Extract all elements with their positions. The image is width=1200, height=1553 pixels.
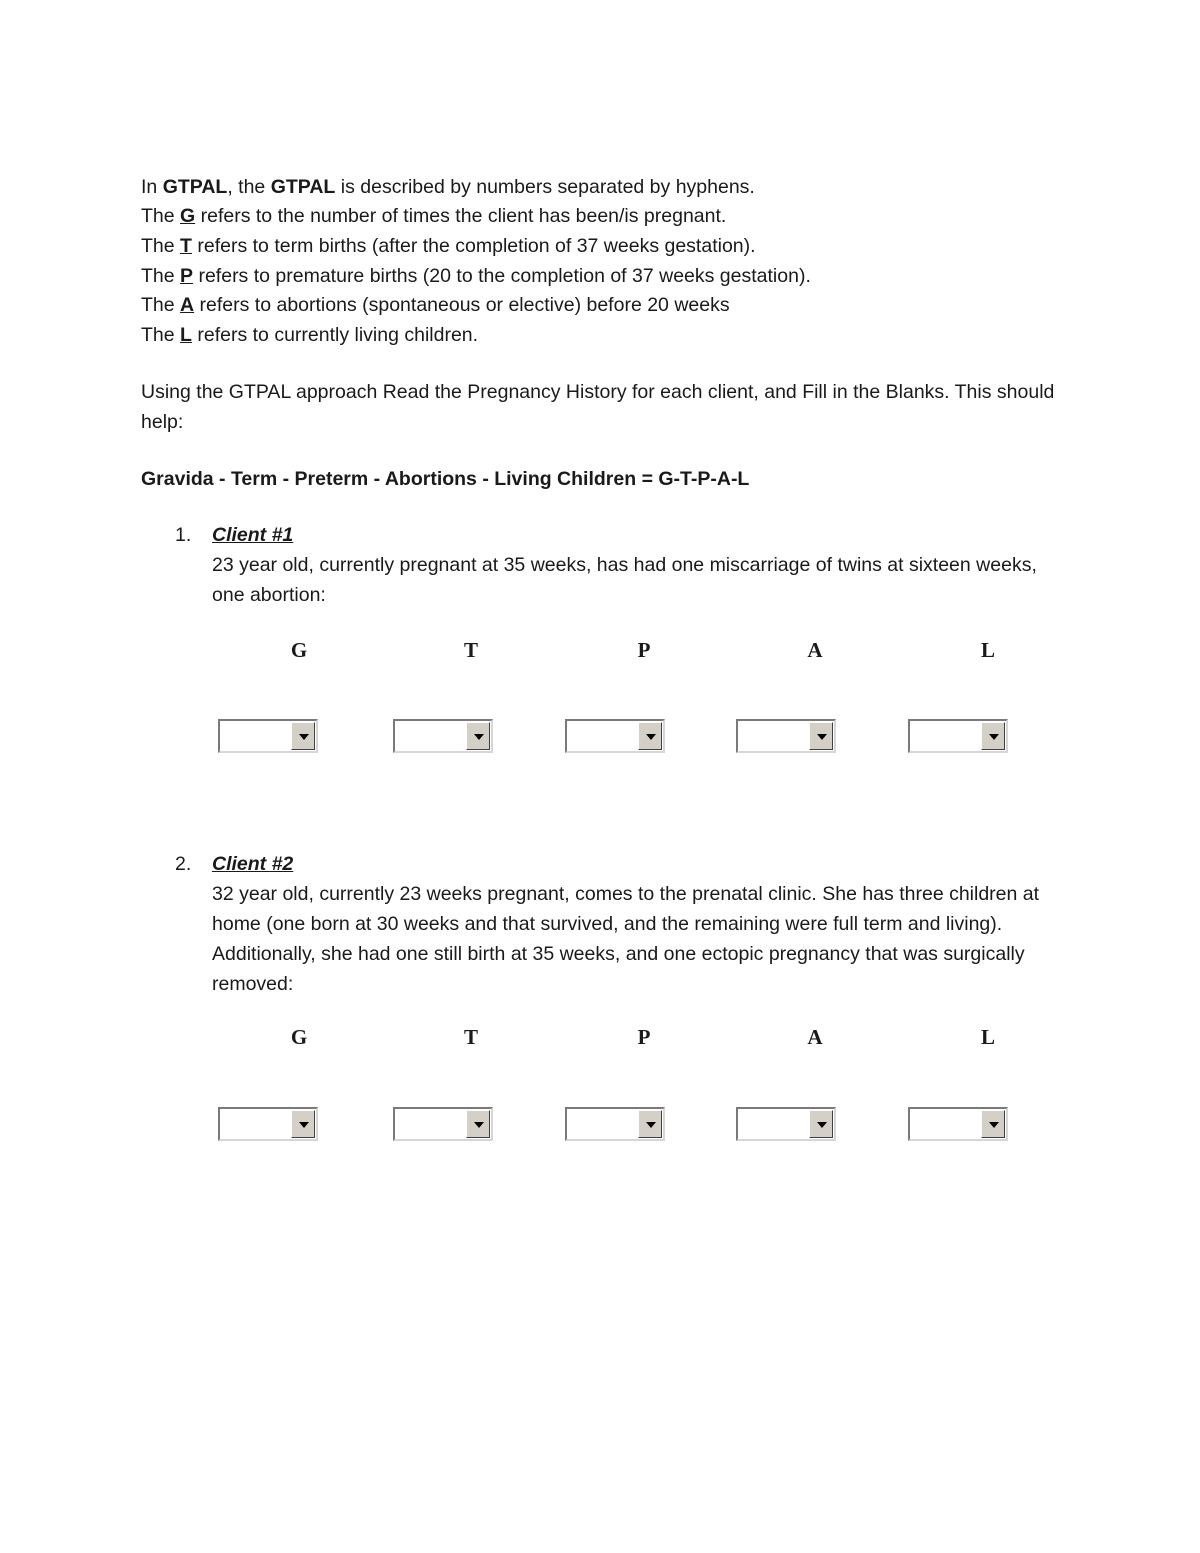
client-body [212, 849, 1052, 999]
intro-text: The [141, 205, 181, 227]
chevron-down-icon[interactable] [638, 722, 662, 750]
intro-line-5 [141, 293, 730, 317]
client-body [212, 520, 1052, 610]
gtpal-formula: Gravida - Term - Preterm - Abortions - Living Children = G-T-P-A-L [141, 468, 750, 490]
intro-text: refers to currently living children. [191, 324, 479, 346]
letter-l: L [180, 324, 192, 346]
letter-p-label: P [637, 1025, 651, 1049]
list-number: 1. [175, 524, 192, 546]
client-2-a-dropdown[interactable] [736, 1107, 836, 1141]
chevron-down-icon[interactable] [291, 1110, 315, 1138]
client-1-g-dropdown[interactable] [218, 719, 318, 753]
chevron-down-icon[interactable] [809, 722, 833, 750]
letter-t-label: T [463, 638, 478, 662]
letter-a-label: A [807, 1025, 823, 1049]
intro-text: refers to term births (after the completion of 37 weeks gestation). [191, 235, 756, 257]
client-2-p-dropdown[interactable] [565, 1107, 665, 1141]
intro-line-3 [141, 234, 756, 258]
letter-g-label: G [290, 1025, 308, 1049]
chevron-down-icon[interactable] [981, 722, 1005, 750]
intro-text: refers to premature births (20 to the completion of 37 weeks gestation). [193, 265, 811, 287]
letter-p: P [180, 265, 194, 287]
intro-text: The [141, 235, 181, 257]
intro-text: refers to abortions (spontaneous or elective) before 20 weeks [194, 294, 730, 316]
client-1-t-dropdown[interactable] [393, 719, 493, 753]
chevron-down-icon[interactable] [981, 1110, 1005, 1138]
intro-line-1 [141, 175, 755, 199]
letter-l-label: L [980, 1025, 995, 1049]
intro-line-6 [141, 323, 478, 347]
client-title: Client #1 [212, 524, 294, 546]
intro-text: is described by numbers separated by hyphens. [335, 176, 755, 198]
client-1-a-dropdown[interactable] [736, 719, 836, 753]
gtpal-term: GTPAL [162, 176, 228, 198]
chevron-down-icon[interactable] [466, 1110, 490, 1138]
letter-t-label: T [463, 1025, 478, 1049]
list-number: 2. [175, 853, 192, 875]
letter-t: T [180, 235, 192, 257]
intro-text: The [141, 265, 181, 287]
gtpal-term: GTPAL [270, 176, 336, 198]
letter-p-label: P [637, 638, 651, 662]
letter-a: A [180, 294, 195, 316]
chevron-down-icon[interactable] [291, 722, 315, 750]
chevron-down-icon[interactable] [638, 1110, 662, 1138]
letter-a-label: A [807, 638, 823, 662]
client-2-g-dropdown[interactable] [218, 1107, 318, 1141]
intro-text: , the [227, 176, 271, 198]
chevron-down-icon[interactable] [466, 722, 490, 750]
chevron-down-icon[interactable] [809, 1110, 833, 1138]
client-2-l-dropdown[interactable] [908, 1107, 1008, 1141]
letter-l-label: L [980, 638, 995, 662]
client-history: 23 year old, currently pregnant at 35 weeks, has had one miscarriage of twins at sixteen weeks, one abortion: [212, 554, 1037, 606]
letter-g: G [180, 205, 196, 227]
intro-text: refers to the number of times the client has been/is pregnant. [195, 205, 727, 227]
client-1-l-dropdown[interactable] [908, 719, 1008, 753]
instructions: Using the GTPAL approach Read the Pregnancy History for each client, and Fill in the Blanks. This should help: [141, 381, 1055, 433]
client-history: 32 year old, currently 23 weeks pregnant, comes to the prenatal clinic. She has three children at home (one born at 30 weeks and that survived, and the remaining were full term and living). Additionally, she had one still birth at 35 weeks, and one ectopic pregnancy that was surgically removed: [212, 883, 1040, 995]
intro-text: The [141, 294, 181, 316]
letter-g-label: G [290, 638, 308, 662]
intro-line-2 [141, 204, 726, 228]
intro-text: The [141, 324, 181, 346]
intro-line-4 [141, 264, 811, 288]
client-title: Client #2 [212, 853, 294, 875]
client-2-t-dropdown[interactable] [393, 1107, 493, 1141]
client-1-p-dropdown[interactable] [565, 719, 665, 753]
intro-text: In [141, 176, 163, 198]
